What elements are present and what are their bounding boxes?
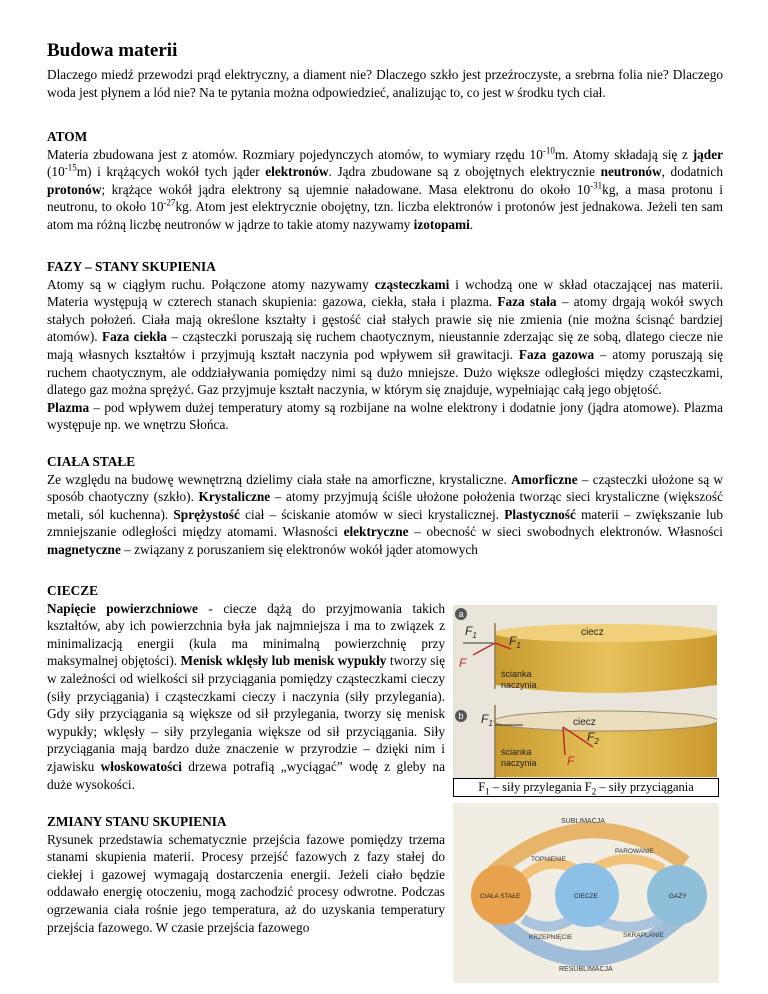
naczynia-label-a: naczynia	[501, 680, 537, 690]
label-b: b	[458, 711, 464, 721]
fazy-paragraph: Atomy są w ciągłym ruchu. Połączone atomy nazywamy cząsteczkami i wchodzą one w skład otaczającej nas materii. Materia występują w czterech stanach skupienia: gazowa, ciekła, stała i plazma. Faza stała – atomy drgają wokół swych stałych położeń. Ciała mają określone kształty i gęstość ciał stałych prawie się nie zmienia (nie można ścisnąć bardziej atomów). Faza ciekła – cząsteczki poruszają się ruchem chaotycznym, nieustannie zderzając się ze sobą, dlatego ciecze nie mają własnych kształtów i przyjmują kształt naczynia pod wpływem sił grawitacji. Faza gazowa – atomy poruszają się ruchem chaotycznym, ale oddziaływania pomiędzy nimi są dużo mniejsze. Dużo większe odległości między cząsteczkami, dlatego gaz można sprężyć. Gaz przyjmuje kształt naczynia, w którym się znajduje, wypełniając całą jego objętość. Plazma – pod wpływem dużej temperatury atomy są rozbijane na wolne elektrony i dodatnie jony (jądra atomowe). Plazma występuje np. we wnętrzu Słońca.	[47, 276, 723, 433]
force-f1-a: $F_1$	[465, 624, 477, 640]
ciecz-label-b: ciecz	[573, 717, 596, 728]
force-f1-c: $F_1$	[481, 712, 493, 728]
label-skraplanie: SKRAPLANIE	[623, 932, 664, 939]
naczynia-label-b: naczynia	[501, 758, 537, 768]
ciecze-paragraph: Napięcie powierzchniowe - ciecze dążą do przyjmowania takich kształtów, aby ich powierzchnia była jak najmniejsza i ma to związek z minimalizacją energii (kula ma minimalną powierzchnię przy maksymalnej objętości). Menisk wklęsły lub menisk wypukły tworzy się w zależności od wielkości sił przyciągania pomiędzy cząsteczkami cieczy (siły przyciągania) i cząsteczkami cieczy i naczynia (siły przylegania). Gdy siły przyciągania są większe od sił przylegania, tworzy się menisk wypukły; wklęsły – siły przylegania większe od sił przyciągania. Siły przyciągania mają bardzo duże znaczenie w przyrodzie – dzięki nim i zjawisku włoskowatości drzewa potrafią „wyciągać” wodę z gleby na duże wysokości.	[47, 600, 446, 792]
ciecze-heading: CIECZE	[47, 583, 98, 598]
phase-diagram-svg	[453, 803, 719, 983]
label-a: a	[458, 609, 464, 619]
atom-paragraph: Materia zbudowana jest z atomów. Rozmiary pojedynczych atomów, to wymiary rzędu $10^{-10}m$. Atomy składają się z jąder $(10^{-15}m)$ i krążących wokół tych jąder elektronów. Jądra zbudowane są z obojętnych elektrycznie neutronów, dodatnich protonów; krążące wokół jądra elektrony są ujemnie naładowane. Masa elektronu do około $10^{-31}kg$, a masa protonu i neutronu, to około $10^{-27}kg$. Atom jest elektrycznie obojętny, tzn. liczba elektronów i protonów jest jednakowa. Jeżeli ten sam atom ma różną liczbę neutronów w jądrze to takie atomy nazywamy izotopami.	[47, 145, 724, 232]
scianka-label-a: ścianka	[501, 669, 532, 679]
phase-transition-diagram	[453, 803, 719, 983]
force-f2: $F_2$	[587, 730, 599, 746]
stale-paragraph: Ze względu na budowę wewnętrzną dzielimy ciała stałe na amorficzne, krystaliczne. Amorficzne – cząsteczki ułożone są w sposób chaotyczny (szkło). Krystaliczne – atomy przyjmują ściśle ułożone położenia tworząc sieci krystaliczne (większość metali, sól kuchenna). Sprężystość ciał – ściskanie atomów w sieci krystalicznej. Plastyczność materii – zwiększanie lub zmniejszanie odległości między atomami. Własności elektryczne – obecność w sieci swobodnych elektronów. Własności magnetyczne – związany z poruszaniem się elektronów wokół jąder atomowych	[47, 471, 723, 557]
fazy-section	[47, 258, 723, 434]
meniscus-caption: $F_1$ – siły przylegania $F_2$ – siły przyciągania	[453, 778, 719, 797]
label-ciecze: CIECZE	[574, 893, 598, 900]
ciecz-label-a: ciecz	[581, 627, 604, 638]
force-f1-b: $F_1$	[509, 634, 521, 650]
atom-section	[47, 128, 723, 234]
zmiany-heading: ZMIANY STANU SKUPIENIA	[47, 814, 227, 829]
force-f-b: F	[567, 754, 575, 768]
meniscus-illustration	[453, 605, 717, 778]
stale-section	[47, 453, 723, 559]
label-krzepniecie: KRZEPNIĘCIE	[529, 934, 573, 941]
intro-paragraph: Dlaczego miedź przewodzi prąd elektryczny, a diament nie? Dlaczego szkło jest przeźroczyste, a srebrna folia nie? Dlaczego woda jest płynem a lód nie? Na te pytania można odpowiedzieć, analizując to, co jest w środku tych ciał.	[47, 67, 723, 100]
fazy-heading: FAZY – STANY SKUPIENIA	[47, 259, 216, 274]
zmiany-section	[47, 813, 445, 936]
label-ciala-stale: CIAŁA STAŁE	[480, 893, 521, 900]
atom-heading: ATOM	[47, 129, 88, 144]
document-title: Budowa materii	[47, 40, 178, 61]
force-f-a: F	[459, 656, 467, 670]
intro-section	[47, 66, 723, 101]
meniscus-figure	[453, 605, 717, 778]
label-parowanie: PAROWANIE	[615, 848, 655, 855]
label-sublimacja: SUBLIMACJA	[561, 818, 605, 825]
stale-heading: CIAŁA STAŁE	[47, 454, 136, 469]
label-resublimacja: RESUBLIMACJA	[559, 966, 613, 973]
zmiany-paragraph: Rysunek przedstawia schematycznie przejścia fazowe pomiędzy trzema stanami skupienia materii. Procesy przejść fazowych z fazy stałej do ciekłej i gazowej wymagają dostarczenia energii. Jeżeli ciało będzie oddawało energię otoczeniu, mogą zachodzić procesy odwrotne. Podczas ogrzewania ciała rośnie jego temperatura, aż do uzyskania temperatury przejścia fazowego. W czasie przejścia fazowego	[47, 831, 445, 935]
label-topnienie: TOPNIENIE	[531, 856, 566, 863]
scianka-label-b: ścianka	[501, 747, 532, 757]
label-gazy: GAZY	[669, 893, 687, 900]
ciecze-section	[47, 582, 445, 793]
